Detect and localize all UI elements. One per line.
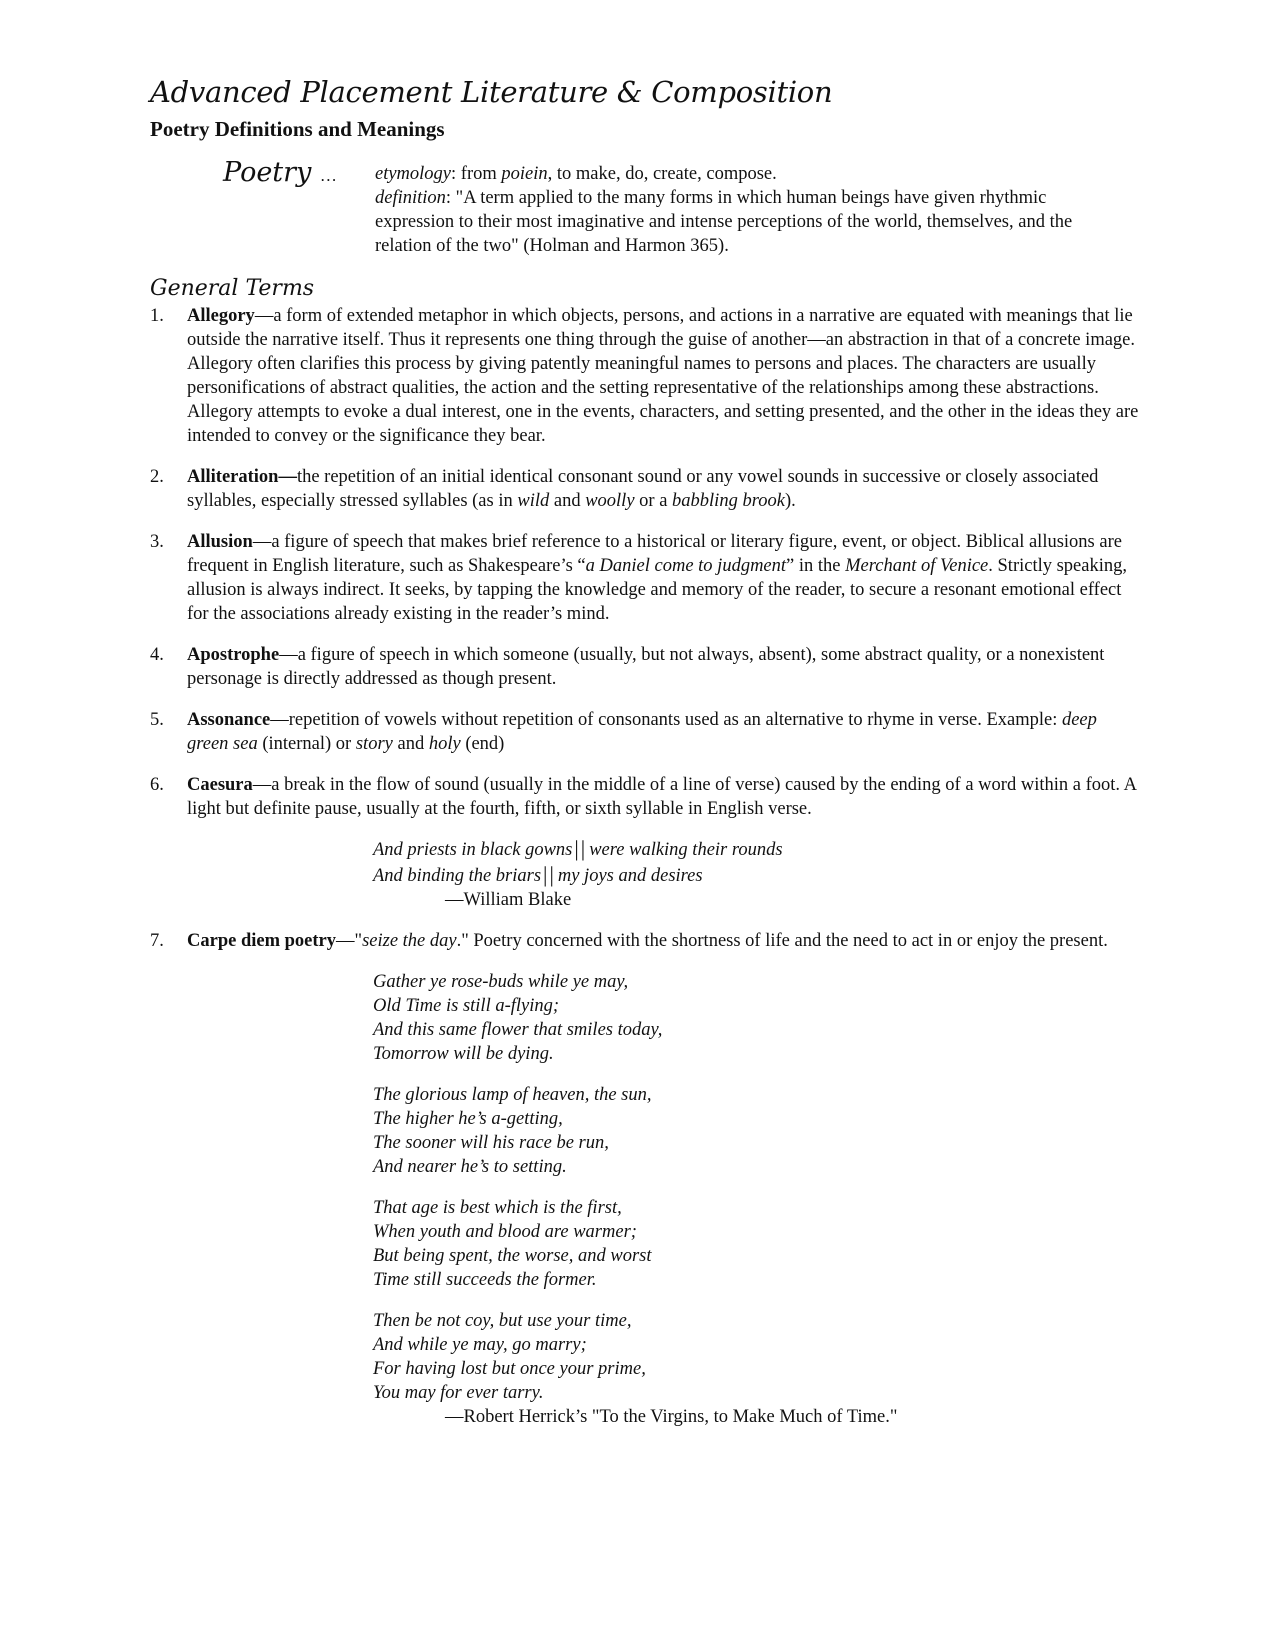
poem-stanza [373, 970, 1140, 1066]
verse-line: The higher he’s a-getting, [373, 1109, 563, 1129]
definition-line: definition: "A term applied to the many forms in which human beings have given rhythmic expression to their most imaginative and intense perceptions of the world, themselves, and the relation of the two" (Holman and Harmon 365). [375, 188, 1073, 256]
poetry-definition-block [150, 156, 1140, 264]
verse-line: And this same flower that smiles today, [373, 1020, 663, 1040]
verse-line: Old Time is still a-flying; [373, 996, 560, 1016]
verse-line: That age is best which is the first, [373, 1198, 622, 1218]
verse-line: Tomorrow will be dying. [373, 1044, 554, 1064]
section-heading-general-terms: General Terms [150, 276, 315, 301]
verse-line: Gather ye rose-buds while ye may, [373, 972, 629, 992]
poem-stanza [373, 1196, 1140, 1292]
term-item-allegory: 1. Allegory—a form of extended metaphor in which objects, persons, and actions in a narrative are equated with meanings that lie outside the narrative itself. Thus it represents one thing through the guise of another—an abstraction in that of a concrete image. Allegory often clarifies this process by giving patently meaningful names to persons and places. The characters are usually personifications of abstract qualities, the action and the setting representative of the relationships among these abstractions. Allegory attempts to evoke a dual interest, one in the events, characters, and setting presented, and the other in the ideas they are intended to convey or the significance they bear. [150, 306, 1139, 446]
verse-line: The glorious lamp of heaven, the sun, [373, 1085, 652, 1105]
term-item-carpe-diem: 7. Carpe diem poetry—"seize the day." Poetry concerned with the shortness of life and the need to act in or enjoy the present. [150, 931, 1108, 951]
carpe-diem-poem [373, 970, 1140, 1429]
caesura-example-verse [373, 836, 1140, 912]
poetry-heading: Poetry … [223, 157, 338, 188]
verse-line: You may for ever tarry. [373, 1383, 544, 1403]
document-page [150, 72, 1140, 1429]
verse-line: When youth and blood are warmer; [373, 1222, 637, 1242]
verse-attribution: —William Blake [445, 890, 572, 910]
document-subtitle: Poetry Definitions and Meanings [150, 117, 445, 141]
verse-line: But being spent, the worse, and worst [373, 1246, 652, 1266]
term-item-assonance: 5. Assonance—repetition of vowels without repetition of consonants used as an alternative to rhyme in verse. Example: deep green sea (internal) or story and holy (end) [150, 710, 1097, 754]
verse-line: And nearer he’s to setting. [373, 1157, 567, 1177]
verse-line: The sooner will his race be run, [373, 1133, 609, 1153]
poem-attribution: —Robert Herrick’s "To the Virgins, to Make Much of Time." [445, 1407, 898, 1427]
term-item-alliteration: 2. Alliteration—the repetition of an initial identical consonant sound or any vowel sounds in successive or closely associated syllables, especially stressed syllables (as in wild and woolly or a babbling brook). [150, 467, 1099, 511]
term-item-caesura: 6. Caesura—a break in the flow of sound (usually in the middle of a line of verse) caused by the ending of a word within a foot. A light but definite pause, usually at the fourth, fifth, or sixth syllable in English verse. [150, 775, 1136, 819]
poetry-definitions [375, 162, 1115, 258]
term-item-apostrophe: 4. Apostrophe—a figure of speech in which someone (usually, but not always, absent), some abstract quality, or a nonexistent personage is directly addressed as though present. [150, 645, 1105, 689]
term-item-allusion: 3. Allusion—a figure of speech that makes brief reference to a historical or literary figure, event, or object. Biblical allusions are frequent in English literature, such as Shakespeare’s “a Daniel come to judgment” in the Merchant of Venice. Strictly speaking, allusion is always indirect. It seeks, by tapping the knowledge and memory of the reader, to secure a resonant emotional effect for the associations already existing in the reader’s mind. [150, 532, 1127, 624]
document-title: Advanced Placement Literature & Composition [150, 75, 833, 109]
etymology-line: etymology: from poiein, to make, do, create, compose. [375, 164, 777, 184]
poem-stanza [373, 1309, 1140, 1405]
poem-stanza [373, 1083, 1140, 1179]
verse-line: And while ye may, go marry; [373, 1335, 587, 1355]
verse-line: And priests in black gowns|| were walking their rounds [373, 836, 783, 861]
verse-line: Then be not coy, but use your time, [373, 1311, 632, 1331]
verse-line: For having lost but once your prime, [373, 1359, 646, 1379]
terms-list [150, 304, 1140, 821]
verse-line: And binding the briars|| my joys and desires [373, 862, 703, 887]
verse-line: Time still succeeds the former. [373, 1270, 597, 1290]
terms-list-continued [150, 929, 1140, 953]
